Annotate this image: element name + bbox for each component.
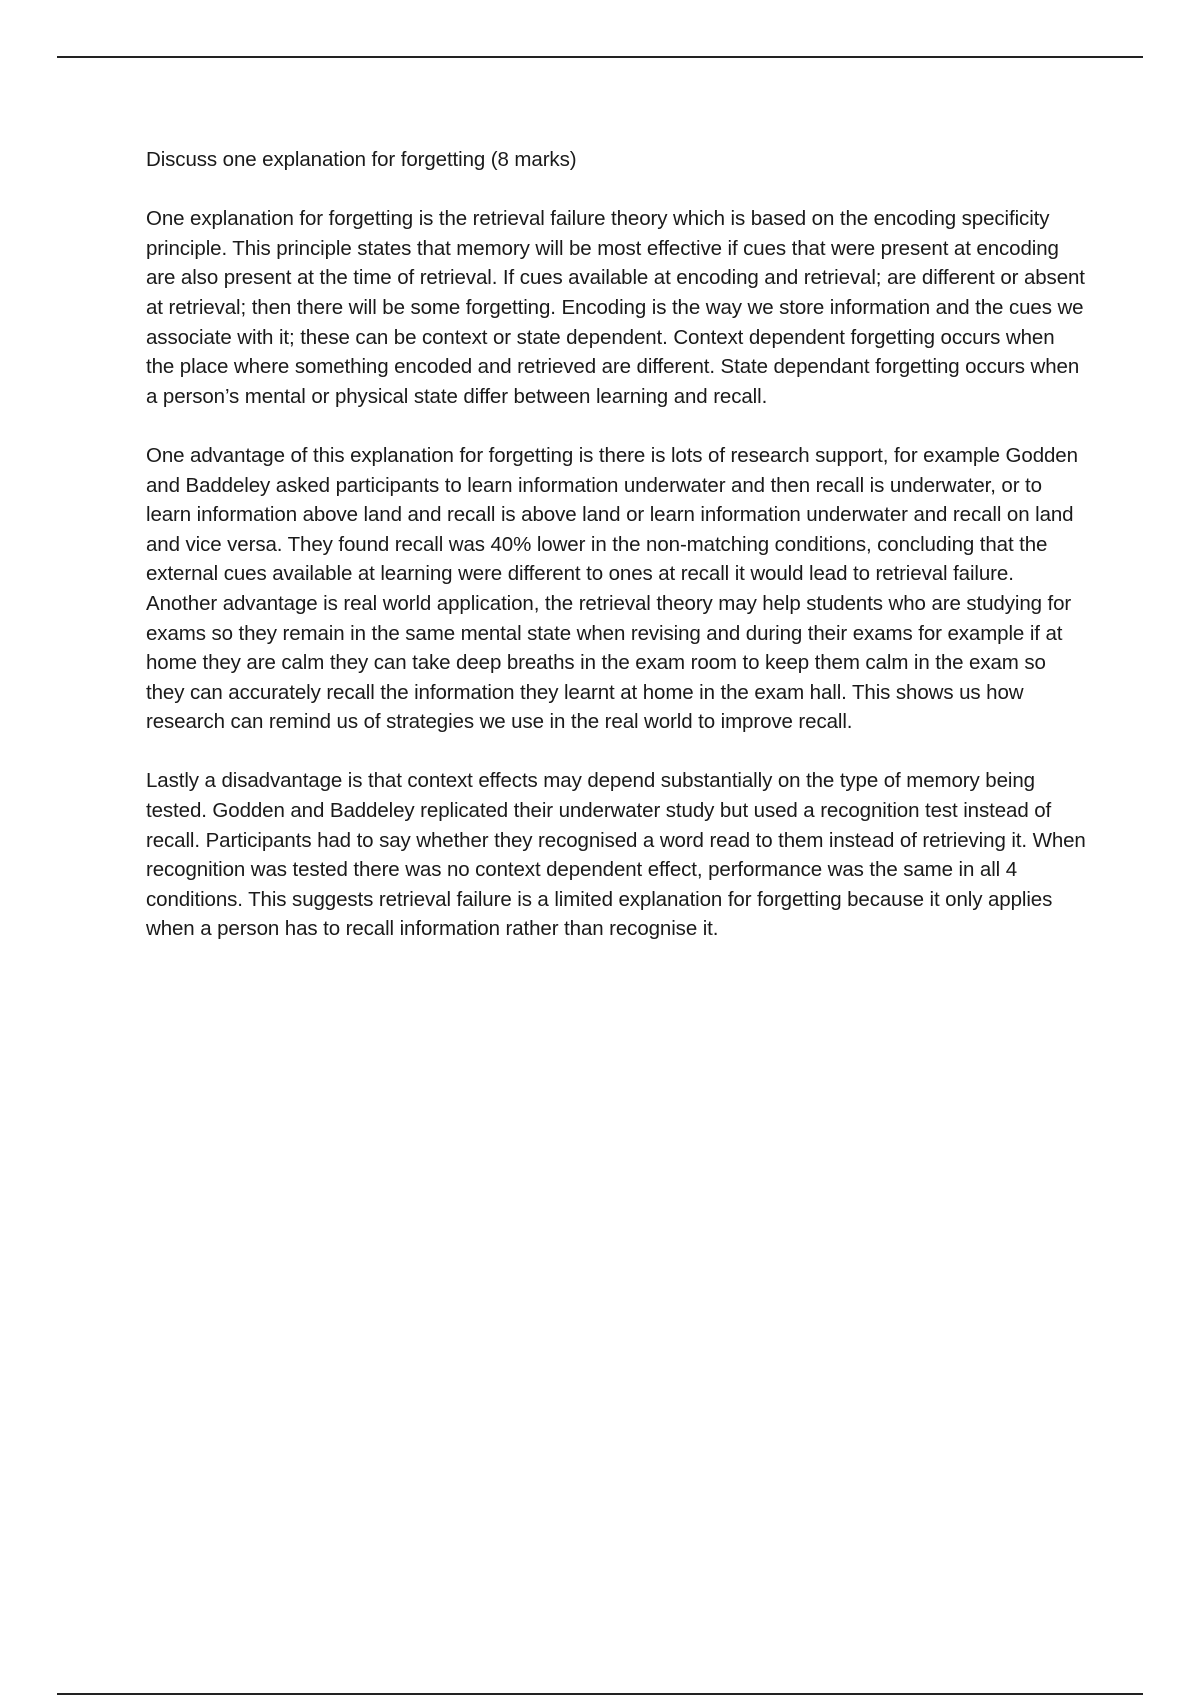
paragraph-disadvantage: Lastly a disadvantage is that context effects may depend substantially on the type of memory being tested. Godden and Baddeley replicated their underwater study but used a recognition test instead of recall. Participants had to say whether they recognised a word read to them instead of retrieving it. When recognition was tested there was no context dependent effect, performance was the same in all 4 conditions. This suggests retrieval failure is a limited explanation for forgetting because it only applies when a person has to recall information rather than recognise it. [146, 769, 1086, 941]
page-top-rule [57, 56, 1143, 58]
paragraph-advantages: One advantage of this explanation for forgetting is there is lots of research support, for example Godden and Baddeley asked participants to learn information underwater and then recall is underwater, or to learn information above land and recall is above land or learn information underwater and recall on land and vice versa. They found recall was 40% lower in the non-matching conditions, concluding that the external cues available at learning were different to ones at recall it would lead to retrieval failure. Another advantage is real world application, the retrieval theory may help students who are studying for exams so they remain in the same mental state when revising and during their exams for example if at home they are calm they can take deep breaths in the exam room to keep them calm in the exam so they can accurately recall the information they learnt at home in the exam hall. This shows us how research can remind us of strategies we use in the real world to improve recall. [146, 443, 1078, 734]
document-body [146, 145, 1088, 974]
paragraph-retrieval-failure-theory: One explanation for forgetting is the retrieval failure theory which is based on the encoding specificity principle. This principle states that memory will be most effective if cues that were present at encoding are also present at the time of retrieval. If cues available at encoding and retrieval; are different or absent at retrieval; then there will be some forgetting. Encoding is the way we store information and the cues we associate with it; these can be context or state dependent. Context dependent forgetting occurs when the place where something encoded and retrieved are different. State dependant forgetting occurs when a person’s mental or physical state differ between learning and recall. [146, 207, 1085, 408]
question-title: Discuss one explanation for forgetting (8 marks) [146, 148, 577, 171]
page-bottom-rule [57, 1693, 1143, 1695]
